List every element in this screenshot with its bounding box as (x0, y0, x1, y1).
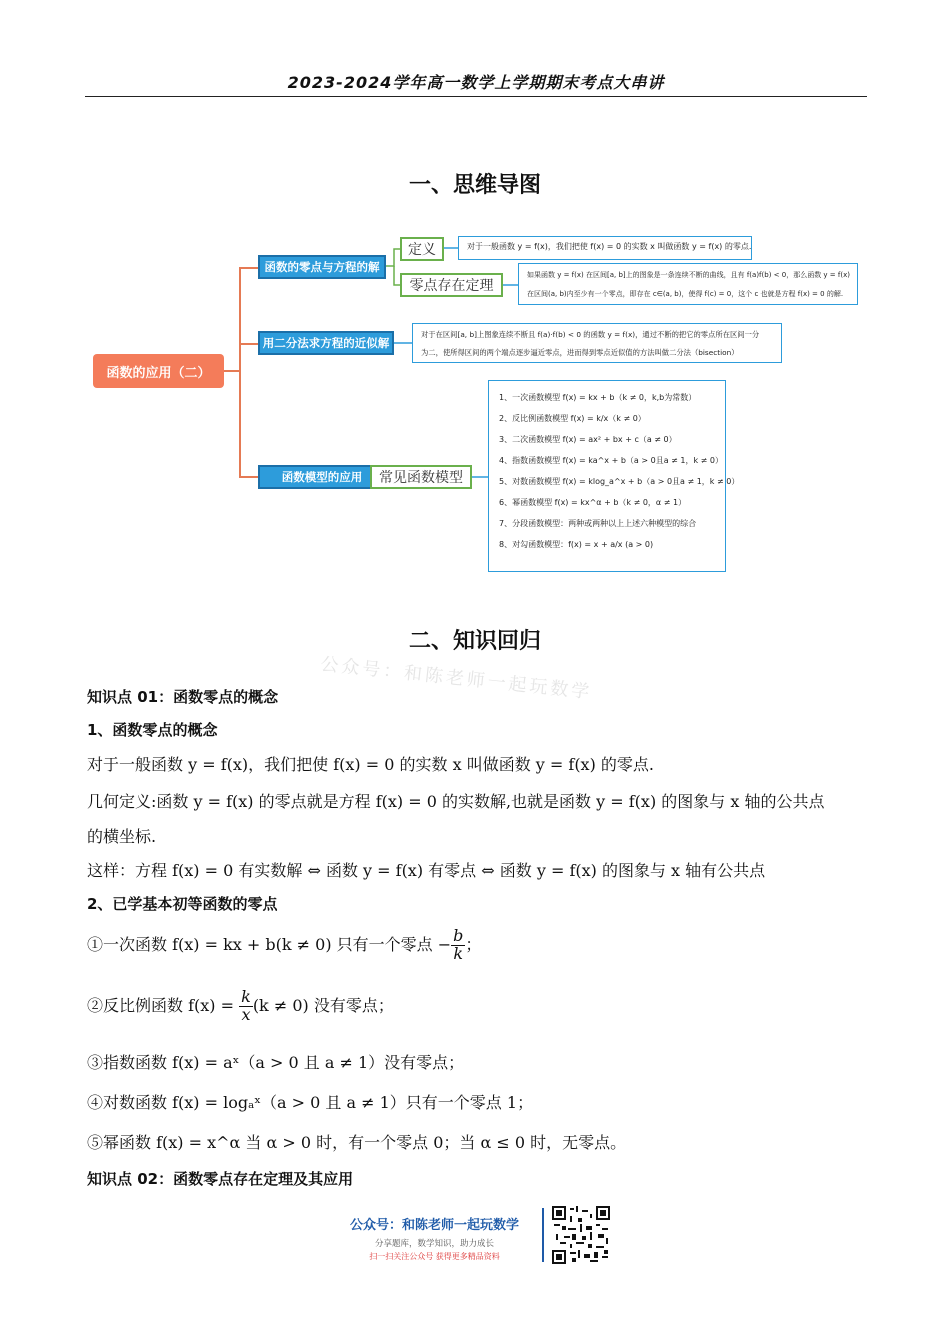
model-item: 1、一次函数模型 f(x) = kx + b（k ≠ 0，k,b为常数） (499, 393, 697, 402)
theorem-line-2: 在区间(a, b)内至少有一个零点，即存在 c∈(a, b)，使得 f(c) = 0，这个 c 也就是方程 f(x) = 0 的解. (527, 290, 844, 298)
fraction-b-over-k (451, 928, 465, 963)
fraction-denominator: x (241, 1004, 251, 1024)
subsection-2-title: 2、已学基本初等函数的零点 (87, 895, 278, 913)
bisection-line-1: 对于在区间[a, b]上图象连续不断且 f(a)·f(b) < 0 的函数 y = f(x)，通过不断的把它的零点所在区间一分 (421, 330, 760, 339)
leaf-bisection-text (412, 323, 782, 363)
section-title-mindmap: 一、思维导图 (408, 172, 541, 198)
model-item: 4、指数函数模型 f(x) = ka^x + b（a > 0且a ≠ 1，k ≠ 0） (499, 456, 723, 465)
node-definition: 定义 (400, 237, 444, 261)
item-power-function: ⑤幂函数 f(x) = x^α 当 α > 0 时，有一个零点 0；当 α ≤ 0 时，无零点。 (87, 1133, 627, 1152)
page-header-title: 2023-2024学年高一数学上学期期末考点大串讲 (287, 73, 665, 92)
subsection-1-title: 1、函数零点的概念 (87, 721, 218, 739)
model-item: 5、对数函数模型 f(x) = klog_a^x + b（a > 0且a ≠ 1，k ≠ 0） (499, 477, 740, 486)
section-title-knowledge: 二、知识回归 (408, 628, 541, 654)
node-existence-theorem: 零点存在定理 (400, 273, 503, 297)
model-item: 7、分段函数模型：两种或两种以上上述六种模型的综合 (499, 519, 697, 528)
branch-bisection: 用二分法求方程的近似解 (258, 331, 394, 355)
leaf-theorem-text (518, 263, 858, 305)
knowledge-point-1-title: 知识点 01：函数零点的概念 (87, 688, 279, 706)
fraction-k-over-x (239, 989, 253, 1024)
knowledge-point-2-title: 知识点 02：函数零点存在定理及其应用 (87, 1170, 354, 1188)
item-inverse-function (87, 989, 394, 1024)
model-item: 6、幂函数模型 f(x) = kx^α + b（k ≠ 0，α ≠ 1） (499, 498, 687, 507)
footer-text (332, 1206, 537, 1264)
fraction-numerator: b (453, 926, 464, 945)
qr-code-icon (551, 1206, 611, 1264)
branch-function-models: 函数模型的应用 (258, 465, 386, 489)
footer-call-to-action: 扫一扫关注公众号 获得更多精品资料 (369, 1252, 500, 1261)
watermark: 公众号：和陈老师一起玩数学 (319, 653, 594, 704)
item-linear-text: ①一次函数 f(x) = kx + b(k ≠ 0) 只有一个零点 − (87, 934, 452, 954)
paragraph-geometric-definition: 几何定义:函数 y = f(x) 的零点就是方程 f(x) = 0 的实数解,也就是函数 y = f(x) 的图象与 x 轴的公共点 (87, 792, 825, 811)
footer-account-name: 公众号：和陈老师一起玩数学 (349, 1218, 519, 1233)
mindmap-root: 函数的应用（二） (93, 354, 224, 388)
item-linear-end: ； (465, 934, 482, 954)
item-inverse-text: ②反比例函数 f(x) = (87, 995, 235, 1015)
leaf-models-list (488, 380, 740, 572)
node-common-models: 常见函数模型 (370, 465, 472, 489)
paragraph-geometric-definition-cont: 的横坐标. (87, 827, 157, 846)
item-log-function: ④对数函数 f(x) = logₐˣ（a > 0 且 a ≠ 1）只有一个零点 1； (87, 1093, 534, 1112)
leaf-definition-text (458, 236, 752, 260)
paragraph-equivalence: 这样：方程 f(x) = 0 有实数解 ⇔ 函数 y = f(x) 有零点 ⇔ 函数 y = f(x) 的图象与 x 轴有公共点 (87, 861, 766, 880)
footer-slogan: 分享题库，数学知识，助力成长 (374, 1239, 494, 1249)
model-item: 8、对勾函数模型：f(x) = x + a/x (a > 0) (499, 540, 654, 549)
model-item: 3、二次函数模型 f(x) = ax² + bx + c（a ≠ 0） (499, 435, 677, 444)
fraction-numerator: k (241, 987, 251, 1006)
branch-zeros-equations: 函数的零点与方程的解 (258, 255, 386, 279)
definition-text: 对于一般函数 y = f(x)，我们把使 f(x) = 0 的实数 x 叫做函数 y = f(x) 的零点. (467, 242, 752, 251)
footer-divider (542, 1208, 544, 1262)
mind-map (0, 0, 950, 600)
item-inverse-end: (k ≠ 0) 没有零点； (252, 995, 394, 1015)
footer-banner (332, 1206, 616, 1264)
theorem-line-1: 如果函数 y = f(x) 在区间[a, b]上的图象是一条连续不断的曲线，且有 f(a)f(b) < 0，那么函数 y = f(x) (527, 271, 850, 279)
item-exponential-function: ③指数函数 f(x) = aˣ（a > 0 且 a ≠ 1）没有零点； (87, 1053, 465, 1072)
fraction-denominator: k (453, 943, 464, 963)
model-item: 2、反比例函数模型 f(x) = k/x（k ≠ 0） (499, 414, 646, 423)
paragraph-zero-definition: 对于一般函数 y = f(x)，我们把使 f(x) = 0 的实数 x 叫做函数 y = f(x) 的零点. (87, 755, 654, 774)
item-linear-function (87, 928, 481, 963)
bisection-line-2: 为二，使所得区间的两个端点逐步逼近零点，进而得到零点近似值的方法叫做二分法（bisection） (421, 348, 739, 357)
